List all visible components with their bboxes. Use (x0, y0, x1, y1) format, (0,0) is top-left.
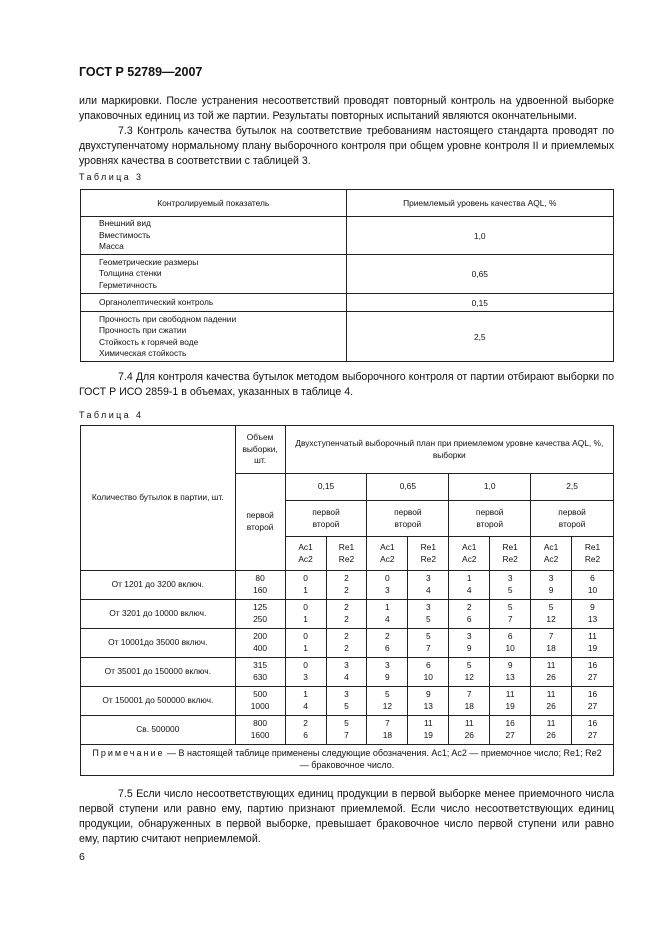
table3-row-items: Внешний вид Вместимость Масса (81, 217, 347, 255)
ac-value-cell: 0 3 (367, 571, 408, 600)
re-value-cell: 16 27 (572, 658, 614, 687)
ac-value-cell: 1 4 (367, 600, 408, 629)
re-value-cell: 2 2 (326, 629, 367, 658)
table4-aql-level: 0,15 (285, 474, 367, 501)
table-row (81, 600, 614, 629)
re-value-cell: 9 13 (572, 600, 614, 629)
lot-range-cell: От 35001 до 150000 включ. (81, 658, 236, 687)
ac-value-cell: 5 12 (531, 600, 572, 629)
re-value-cell: 16 27 (490, 716, 531, 745)
re-value-cell: 3 5 (490, 571, 531, 600)
page-number: 6 (79, 851, 85, 863)
table-row (81, 687, 614, 716)
paragraph-continuation: или маркировки. После устранения несоответствий проводят повторный контроль на удвоенной выборке упаковочных единиц из той же партии. Результаты повторных испытаний являются окончательными. (79, 95, 614, 122)
ac-value-cell: 2 6 (449, 600, 490, 629)
ac-value-cell: 0 1 (285, 571, 326, 600)
ac-value-cell: 2 6 (285, 716, 326, 745)
ac-value-cell: 11 26 (531, 716, 572, 745)
sample-size-cell: 125 250 (235, 600, 285, 629)
sample-size-cell: 80 160 (235, 571, 285, 600)
ac-value-cell: 0 1 (285, 600, 326, 629)
document-header: ГОСТ Р 52789—2007 (79, 65, 203, 79)
lot-range-cell: От 3201 до 10000 включ. (81, 600, 236, 629)
table4-header-size: Объем выборки, шт. (235, 426, 285, 474)
table4-re-header: Re1 Re2 (490, 537, 531, 571)
table-row (81, 658, 614, 687)
re-value-cell: 3 4 (408, 571, 449, 600)
table3-row-items: Прочность при свободном падении Прочность при сжатии Стойкость к горячей воде Химическая стойкость (81, 312, 347, 362)
re-value-cell: 2 2 (326, 571, 367, 600)
re-value-cell: 6 10 (408, 658, 449, 687)
table4-caption: Таблица 4 (79, 410, 144, 420)
ac-value-cell: 7 18 (531, 629, 572, 658)
lot-range-cell: От 150001 до 500000 включ. (81, 687, 236, 716)
lot-range-cell: Св. 500000 (81, 716, 236, 745)
table3 (80, 189, 614, 362)
table4-note (81, 745, 614, 776)
table3-row-aql: 0,15 (346, 294, 613, 312)
table4-aql-level: 0,65 (367, 474, 449, 501)
note-text: — В настоящей таблице применены следующие обозначения. Ac1; Ac2 — приемочное число; Re1; Re2 — браковочное число. (164, 748, 602, 770)
sample-size-cell: 200 400 (235, 629, 285, 658)
note-label: Примечание (92, 748, 165, 758)
ac-value-cell: 11 26 (531, 687, 572, 716)
table3-row-items: Органолептический контроль (81, 294, 347, 312)
lot-range-cell: От 1201 до 3200 включ. (81, 571, 236, 600)
re-value-cell: 6 10 (490, 629, 531, 658)
table-row (81, 629, 614, 658)
table4-header-lot: Количество бутылок в партии, шт. (81, 426, 236, 571)
ac-value-cell: 3 9 (531, 571, 572, 600)
paragraph-7-4: 7.4 Для контроля качества бутылок методом выборочного контроля от партии отбирают выборки по ГОСТ Р ИСО 2859-1 в объемах, указанных в таблице 4. (79, 371, 614, 398)
re-value-cell: 11 19 (490, 687, 531, 716)
re-value-cell: 5 7 (326, 716, 367, 745)
ac-value-cell: 0 3 (285, 658, 326, 687)
re-value-cell: 16 27 (572, 687, 614, 716)
ac-value-cell: 3 9 (367, 658, 408, 687)
table4-re-header: Re1 Re2 (326, 537, 367, 571)
ac-value-cell: 11 26 (449, 716, 490, 745)
table4-aql-level: 2,5 (531, 474, 614, 501)
re-value-cell: 3 4 (326, 658, 367, 687)
table4-body (81, 571, 614, 745)
re-value-cell: 6 10 (572, 571, 614, 600)
re-value-cell: 11 19 (408, 716, 449, 745)
re-value-cell: 16 27 (572, 716, 614, 745)
ac-value-cell: 2 6 (367, 629, 408, 658)
paragraph-7-5: 7.5 Если число несоответствующих единиц продукции в первой выборке менее приемочного числа первой ступени или равно ему, партию признают приемлемой. Если число несоответствующих единиц продукции, обнаруженных в первой выборке, превышает браковочное число первой ступени или равно ему, партию считают неприемлемой. (79, 788, 614, 845)
lot-range-cell: От 10001до 35000 включ. (81, 629, 236, 658)
sample-size-cell: 315 630 (235, 658, 285, 687)
table4-sample-order: первой второй (285, 501, 367, 537)
table4-sample-order: первой второй (367, 501, 449, 537)
table4-header-plan: Двухступенчатый выборочный план при приемлемом уровне качества AQL, %, выборки (285, 426, 613, 474)
ac-value-cell: 7 18 (367, 716, 408, 745)
ac-value-cell: 11 26 (531, 658, 572, 687)
ac-value-cell: 5 12 (449, 658, 490, 687)
ac-value-cell: 1 4 (449, 571, 490, 600)
table4-ac-header: Ac1 Ac2 (367, 537, 408, 571)
table3-row-aql: 0,65 (346, 255, 613, 294)
sample-size-cell: 500 1000 (235, 687, 285, 716)
re-value-cell: 9 13 (408, 687, 449, 716)
ac-value-cell: 0 1 (285, 629, 326, 658)
table4-ac-header: Ac1 Ac2 (449, 537, 490, 571)
table4-aql-level: 1,0 (449, 474, 531, 501)
table3-header-indicator: Контролируемый показатель (81, 190, 347, 217)
table4-re-header: Re1 Re2 (572, 537, 614, 571)
ac-value-cell: 5 12 (367, 687, 408, 716)
re-value-cell: 11 19 (572, 629, 614, 658)
table4-header-size-sub: первой второй (235, 474, 285, 571)
table3-row-aql: 2,5 (346, 312, 613, 362)
table4 (80, 425, 614, 776)
table4-sample-order: первой второй (449, 501, 531, 537)
re-value-cell: 3 5 (326, 687, 367, 716)
re-value-cell: 5 7 (490, 600, 531, 629)
sample-size-cell: 800 1600 (235, 716, 285, 745)
ac-value-cell: 3 9 (449, 629, 490, 658)
table4-ac-header: Ac1 Ac2 (285, 537, 326, 571)
re-value-cell: 5 7 (408, 629, 449, 658)
re-value-cell: 2 2 (326, 600, 367, 629)
table3-row-aql: 1,0 (346, 217, 613, 255)
re-value-cell: 3 5 (408, 600, 449, 629)
table-row (81, 571, 614, 600)
table3-caption: Таблица 3 (79, 172, 144, 182)
ac-value-cell: 7 18 (449, 687, 490, 716)
table4-sample-order: первой второй (531, 501, 614, 537)
table3-row-items: Геометрические размеры Толщина стенки Герметичность (81, 255, 347, 294)
table4-ac-header: Ac1 Ac2 (531, 537, 572, 571)
re-value-cell: 9 13 (490, 658, 531, 687)
table4-re-header: Re1 Re2 (408, 537, 449, 571)
table3-header-aql: Приемлемый уровень качества AQL, % (346, 190, 613, 217)
table-row (81, 716, 614, 745)
ac-value-cell: 1 4 (285, 687, 326, 716)
paragraph-7-3: 7.3 Контроль качества бутылок на соответствие требованиям настоящего стандарта проводят по двухступенчатому нормальному плану выборочного контроля при общем уровне контроля II и приемлемых уровнях качества в соответствии с таблицей 3. (79, 125, 614, 167)
